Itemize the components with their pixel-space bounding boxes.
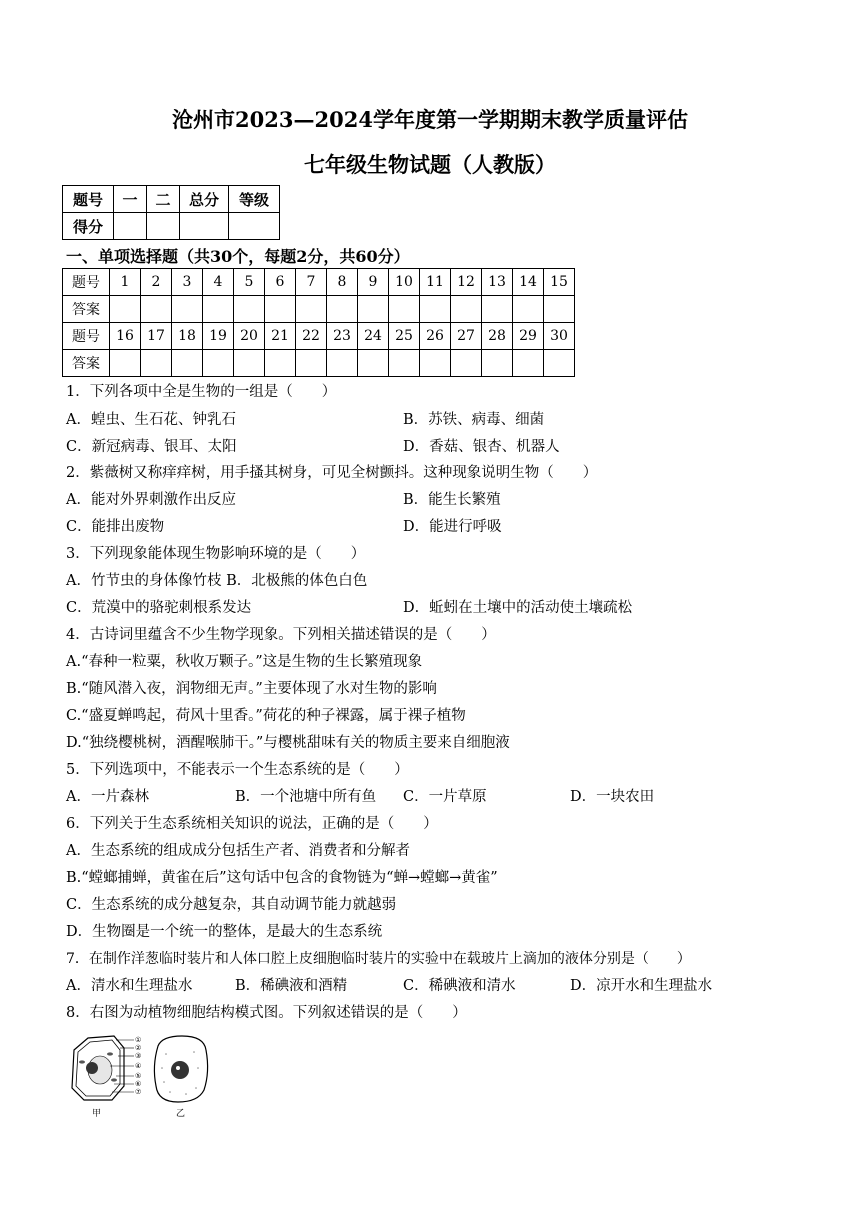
question-number-cell: 6 [265,269,296,296]
question-number-cell: 9 [358,269,389,296]
figure-caption-left: 甲 [92,1109,102,1119]
question-3-option-ab: A．竹节虫的身体像竹枝 B．北极熊的体色白色 [66,573,368,589]
question-2-stem: 2．紫薇树又称痒痒树，用手搔其树身，可见全树颤抖。这种现象说明生物（ ） [66,465,598,481]
question-1-stem: 1．下列各项中全是生物的一组是（ ） [66,384,337,400]
cell-structure-figure [66,1032,226,1126]
answer-cell[interactable] [420,350,451,377]
label-2: ② [135,1044,142,1052]
answer-cell[interactable] [451,296,482,323]
score-cell[interactable] [147,213,180,240]
answer-row-label: 答案 [63,350,110,377]
question-number-cell: 4 [203,269,234,296]
question-4-stem: 4．古诗词里蕴含不少生物学现象。下列相关描述错误的是（ ） [66,627,496,643]
question-number-cell: 5 [234,269,265,296]
question-number-cell: 14 [513,269,544,296]
question-2-option-b: B．能生长繁殖 [403,492,501,508]
question-number-cell: 17 [141,323,172,350]
label-leader-lines [110,1040,134,1092]
score-header-cell: 题号 [63,186,114,213]
score-cell[interactable] [229,213,280,240]
question-2-option-a: A．能对外界刺激作出反应 [66,492,236,508]
answer-row-label: 答案 [63,296,110,323]
answer-cell[interactable] [296,296,327,323]
question-3-option-c: C．荒漠中的骆驼刺根系发达 [66,600,252,616]
question-number-cell: 28 [482,323,513,350]
question-6-stem: 6．下列关于生态系统相关知识的说法，正确的是（ ） [66,816,438,832]
question-4-option-c: C.“盛夏蝉鸣起，荷风十里香。”荷花的种子裸露，属于裸子植物 [66,708,466,724]
exam-subtitle: 七年级生物试题（人教版） [304,152,556,177]
question-number-cell: 16 [110,323,141,350]
answer-cell[interactable] [358,296,389,323]
answer-cell[interactable] [234,350,265,377]
question-number-cell: 1 [110,269,141,296]
question-number-cell: 29 [513,323,544,350]
question-6-option-d: D．生物圈是一个统一的整体，是最大的生态系统 [66,924,383,940]
label-5: ⑤ [135,1072,142,1080]
question-number-cell: 3 [172,269,203,296]
answer-cell[interactable] [141,350,172,377]
answer-cell[interactable] [482,350,513,377]
question-8-stem: 8．右图为动植物细胞结构模式图。下列叙述错误的是（ ） [66,1005,467,1021]
label-4: ④ [135,1062,142,1070]
question-2-option-c: C．能排出废物 [66,519,165,535]
answer-cell[interactable] [234,296,265,323]
question-number-cell: 27 [451,323,482,350]
label-numbers [135,1036,141,1096]
label-7: ⑦ [135,1088,142,1096]
figure-caption-right: 乙 [176,1109,186,1119]
answer-table [62,268,575,377]
answer-cell[interactable] [513,296,544,323]
question-1-option-b: B．苏铁、病毒、细菌 [403,412,545,428]
score-cell[interactable] [180,213,229,240]
answer-cell[interactable] [389,350,420,377]
question-number-cell: 11 [420,269,451,296]
answer-cell[interactable] [513,350,544,377]
question-6-option-c: C．生态系统的成分越复杂，其自动调节能力就越弱 [66,897,397,913]
cell-diagram [66,1032,226,1122]
question-number-cell: 30 [544,323,575,350]
question-number-cell: 13 [482,269,513,296]
plant-cell-drawing [72,1036,124,1100]
question-6-option-a: A．生态系统的组成成分包括生产者、消费者和分解者 [66,843,410,859]
question-7-stem: 7．在制作洋葱临时装片和人体口腔上皮细胞临时装片的实验中在载玻片上滴加的液体分别是（ ） [66,951,691,967]
answer-row-label: 题号 [63,323,110,350]
question-5-stem: 5．下列选项中，不能表示一个生态系统的是（ ） [66,762,409,778]
question-1-option-a: A．蝗虫、生石花、钟乳石 [66,412,236,428]
question-2-option-d: D．能进行呼吸 [403,519,502,535]
answer-cell[interactable] [110,296,141,323]
question-1-option-c: C．新冠病毒、银耳、太阳 [66,439,237,455]
question-number-cell: 25 [389,323,420,350]
label-1: ① [135,1036,142,1044]
answer-cell[interactable] [265,296,296,323]
question-number-cell: 7 [296,269,327,296]
score-header-cell: 等级 [229,186,280,213]
answer-cell[interactable] [296,350,327,377]
answer-cell[interactable] [327,350,358,377]
question-5-option-a: A．一片森林 [66,789,149,805]
answer-cell[interactable] [110,350,141,377]
question-1-option-d: D．香菇、银杏、机器人 [403,439,560,455]
question-7-option-d: D．凉开水和生理盐水 [570,978,713,994]
question-number-cell: 21 [265,323,296,350]
answer-cell[interactable] [358,350,389,377]
answer-cell[interactable] [482,296,513,323]
answer-cell[interactable] [172,350,203,377]
label-6: ⑥ [135,1080,142,1088]
answer-cell[interactable] [203,296,234,323]
score-header-cell: 一 [114,186,147,213]
answer-cell[interactable] [389,296,420,323]
answer-cell[interactable] [544,350,575,377]
answer-row-label: 题号 [63,269,110,296]
animal-cell-drawing [154,1036,207,1102]
exam-title: 沧州市2023—2024学年度第一学期期末教学质量评估 [172,107,688,132]
question-number-cell: 26 [420,323,451,350]
question-4-option-d: D.“独绕樱桃树，酒醒喉肺干。”与樱桃甜味有关的物质主要来自细胞液 [66,735,510,751]
answer-cell[interactable] [451,350,482,377]
answer-cell[interactable] [172,296,203,323]
question-number-cell: 22 [296,323,327,350]
question-number-cell: 10 [389,269,420,296]
question-5-option-b: B．一个池塘中所有鱼 [235,789,377,805]
score-table [62,185,280,240]
question-4-option-b: B.“随风潜入夜，润物细无声。”主要体现了水对生物的影响 [66,681,437,697]
question-number-cell: 15 [544,269,575,296]
question-7-option-b: B．稀碘液和酒精 [235,978,348,994]
question-number-cell: 23 [327,323,358,350]
question-6-option-b: B.“螳螂捕蝉，黄雀在后”这句话中包含的食物链为“蝉→螳螂→黄雀” [66,870,498,886]
question-7-option-a: A．清水和生理盐水 [66,978,193,994]
answer-cell[interactable] [203,350,234,377]
label-3: ③ [135,1052,142,1060]
score-header-cell: 二 [147,186,180,213]
section-heading: 一、单项选择题（共30个，每题2分，共60分） [66,247,410,266]
question-7-option-c: C．稀碘液和清水 [403,978,516,994]
answer-cell[interactable] [141,296,172,323]
score-cell[interactable] [114,213,147,240]
question-5-option-d: D．一块农田 [570,789,655,805]
question-number-cell: 19 [203,323,234,350]
answer-cell[interactable] [265,350,296,377]
question-4-option-a: A.“春种一粒粟，秋收万颗子。”这是生物的生长繁殖现象 [66,654,423,670]
question-5-option-c: C．一片草原 [403,789,487,805]
question-number-cell: 8 [327,269,358,296]
question-3-option-d: D．蚯蚓在土壤中的活动使土壤疏松 [403,600,633,616]
question-3-stem: 3．下列现象能体现生物影响环境的是（ ） [66,546,366,562]
score-header-cell: 总分 [180,186,229,213]
answer-cell[interactable] [544,296,575,323]
question-number-cell: 2 [141,269,172,296]
answer-cell[interactable] [420,296,451,323]
answer-cell[interactable] [327,296,358,323]
question-number-cell: 20 [234,323,265,350]
question-number-cell: 12 [451,269,482,296]
score-row-label: 得分 [63,213,114,240]
question-number-cell: 24 [358,323,389,350]
question-number-cell: 18 [172,323,203,350]
